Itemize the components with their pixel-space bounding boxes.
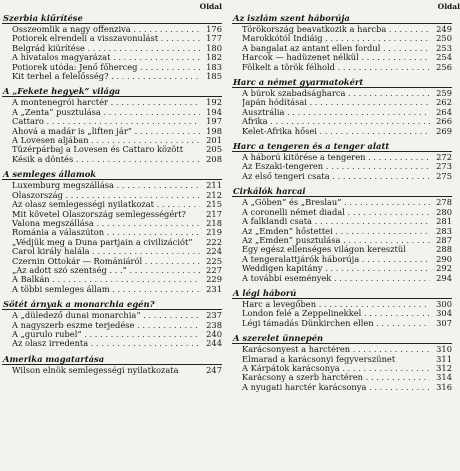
page-column-label: Oldal xyxy=(437,2,460,11)
entry-title: Az olasz irredenta . . . xyxy=(12,339,200,348)
section-list xyxy=(232,13,452,392)
toc-entry xyxy=(2,210,222,219)
entry-title: Az „Emden” hőstettei . . . xyxy=(242,227,430,236)
entry-page-number: 218 xyxy=(206,217,222,228)
section-title: A légi háború xyxy=(232,288,452,299)
entry-page-number: 278 xyxy=(436,197,452,208)
entry-page-number: 259 xyxy=(436,88,452,99)
toc-entry xyxy=(232,127,452,136)
entry-page-number: 249 xyxy=(436,24,452,34)
entry-page-number: 310 xyxy=(436,344,452,355)
toc-entry xyxy=(2,366,222,375)
entry-title: A „Göben” és „Breslau” . . . xyxy=(242,198,430,207)
entry-page-number: 275 xyxy=(436,170,452,181)
entry-page-number: 201 xyxy=(206,135,222,146)
entry-page-number: 208 xyxy=(206,153,222,164)
toc-entry xyxy=(232,236,452,245)
entry-page-number: 244 xyxy=(206,338,222,349)
toc-entry xyxy=(2,257,222,266)
entry-page-number: 287 xyxy=(436,234,452,245)
entry-title: Karácsonyest a harctéren . . . xyxy=(242,345,430,354)
toc-entry xyxy=(232,345,452,354)
toc-column-right xyxy=(232,0,460,392)
toc-entry xyxy=(232,264,452,273)
toc-entry xyxy=(2,63,222,72)
toc-entry xyxy=(232,245,452,254)
toc-entry xyxy=(2,98,222,107)
entry-title: Tüzérpárbaj a Lovesen és Cattaro között xyxy=(12,145,184,155)
entry-title: Törökország beavatkozik a harcba . . . xyxy=(242,25,430,34)
entry-title: Potiorek elrendeli a visszavonulást . . . xyxy=(12,34,200,43)
entry-page-number: 280 xyxy=(436,206,452,217)
entry-title: A búrok szabadságharca . . . xyxy=(242,89,430,98)
entry-page-number: 238 xyxy=(206,319,222,330)
entry-page-number: 264 xyxy=(436,106,452,117)
entry-title: Egy egész ellenséges világon keresztül xyxy=(242,245,406,255)
entry-title: A falklandi csata . . . xyxy=(242,217,430,226)
toc-entry xyxy=(2,72,222,81)
toc-entry xyxy=(232,44,452,53)
entry-title: Marokkótól Indiáig . . . xyxy=(242,34,430,43)
toc-entry xyxy=(2,285,222,294)
toc-entry xyxy=(2,200,222,209)
entry-title: Weddigen kapitány . . . xyxy=(242,264,430,273)
entry-page-number: 225 xyxy=(206,255,222,266)
entry-title: London felé a Zeppelinekkel . . . xyxy=(242,309,430,318)
entry-title: Kelet-Afrika hősei . . . xyxy=(242,127,430,136)
toc-entry xyxy=(232,208,452,217)
section-title: Cirkálók harcai xyxy=(232,186,452,197)
entry-title: Fölkelt a török félhold . . . xyxy=(242,63,430,72)
entry-title: A „düledező dunai monarchia” . . . xyxy=(12,311,200,320)
section-title: Szerbia kiűrítése xyxy=(2,13,222,24)
entry-title: Belgrád kiürítése . . . xyxy=(12,44,200,53)
entry-title: Valona megszállása . . . xyxy=(12,219,200,228)
entry-title: A további események . . . xyxy=(242,274,430,283)
entry-title: Az „Emden” pusztulása . . . xyxy=(242,236,430,245)
entry-title: A háború kitörése a tengeren . . . xyxy=(242,153,430,162)
page-column-label: Oldal xyxy=(199,2,222,11)
entry-title: Kit terhel a felelősség? . . . xyxy=(12,72,200,81)
toc-entry xyxy=(232,274,452,283)
entry-page-number: 311 xyxy=(436,353,452,364)
entry-title: Az Északi-tengeren . . . xyxy=(242,162,430,171)
section-title: Az iszlám szent háborúja xyxy=(232,13,452,24)
toc-entry xyxy=(232,117,452,126)
entry-page-number: 262 xyxy=(436,97,452,108)
entry-page-number: 194 xyxy=(206,106,222,117)
entry-page-number: 316 xyxy=(436,381,452,392)
entry-page-number: 290 xyxy=(436,253,452,264)
entry-page-number: 182 xyxy=(206,52,222,63)
entry-page-number: 283 xyxy=(436,225,452,236)
entry-title: A nagyszerb eszme terjedése . . . xyxy=(12,321,200,330)
section-title: Harc a tengeren és a tenger alatt xyxy=(232,141,452,152)
entry-title: A többi semleges állam . . . xyxy=(12,285,200,294)
entry-page-number: 198 xyxy=(206,125,222,136)
entry-title: Olaszország . . . xyxy=(12,191,200,200)
entry-page-number: 292 xyxy=(436,263,452,274)
entry-title: Afrika . . . xyxy=(242,117,430,126)
entry-title: A tengeralattjárók háborúja . . . xyxy=(242,255,430,264)
entry-title: A nyugati harctér karácsonya . . . xyxy=(242,383,430,392)
entry-title: A hivatalos magyarázat . . . xyxy=(12,53,200,62)
entry-page-number: 266 xyxy=(436,116,452,127)
toc-column-left xyxy=(2,0,222,375)
toc-entry xyxy=(2,34,222,43)
toc-entry xyxy=(232,162,452,171)
entry-page-number: 205 xyxy=(206,144,222,155)
entry-page-number: 314 xyxy=(436,372,452,383)
entry-page-number: 288 xyxy=(436,244,452,255)
entry-page-number: 185 xyxy=(206,71,222,82)
entry-page-number: 212 xyxy=(206,189,222,200)
toc-entry xyxy=(2,44,222,53)
entry-page-number: 192 xyxy=(206,97,222,108)
entry-title: „Az adott szó szentség . . .” . . . xyxy=(12,266,200,275)
section-title: Sötét árnyak a monarchia egén? xyxy=(2,299,222,310)
entry-title: A coronelli német diadal . . . xyxy=(242,208,430,217)
entry-page-number: 215 xyxy=(206,199,222,210)
entry-title: Elmarad a karácsonyi fegyverszünet xyxy=(242,354,396,364)
entry-title: Ausztrália . . . xyxy=(242,108,430,117)
section-title: A szerelet ünnepén xyxy=(232,333,452,344)
entry-page-number: 224 xyxy=(206,246,222,257)
entry-page-number: 253 xyxy=(436,42,452,53)
entry-title: Japán hódításai . . . xyxy=(242,98,430,107)
entry-title: Karácsony a szerb harctéren . . . xyxy=(242,373,430,382)
entry-page-number: 312 xyxy=(436,362,452,373)
entry-title: Cattaro . . . xyxy=(12,117,200,126)
entry-page-number: 281 xyxy=(436,216,452,227)
toc-entry xyxy=(2,181,222,190)
toc-entry xyxy=(2,247,222,256)
entry-title: Ahová a madár is „liften jár” . . . xyxy=(12,127,200,136)
entry-page-number: 237 xyxy=(206,310,222,321)
entry-title: A Lovesen aljában . . . xyxy=(12,136,200,145)
toc-entry xyxy=(232,89,452,98)
entry-page-number: 180 xyxy=(206,42,222,53)
toc-entry xyxy=(2,155,222,164)
entry-page-number: 272 xyxy=(436,152,452,163)
toc-entry xyxy=(232,25,452,34)
entry-page-number: 227 xyxy=(206,264,222,275)
entry-title: Az olasz semlegességi nyilatkozat . . . xyxy=(12,200,200,209)
entry-page-number: 219 xyxy=(206,227,222,238)
entry-page-number: 256 xyxy=(436,61,452,72)
entry-title: A bangalat az antant ellen fordul . . . xyxy=(242,44,430,53)
entry-page-number: 197 xyxy=(206,116,222,127)
toc-entry xyxy=(232,355,452,364)
toc-entry xyxy=(2,228,222,237)
section-title: Amerika magatartása xyxy=(2,354,222,365)
toc-entry xyxy=(232,198,452,207)
entry-page-number: 183 xyxy=(206,61,222,72)
toc-entry xyxy=(232,255,452,264)
toc-entry xyxy=(232,108,452,117)
toc-entry xyxy=(232,98,452,107)
entry-page-number: 269 xyxy=(436,125,452,136)
toc-entry xyxy=(2,311,222,320)
toc-entry xyxy=(2,136,222,145)
entry-page-number: 240 xyxy=(206,328,222,339)
toc-entry xyxy=(2,145,222,154)
entry-title: Luxemburg megszállása . . . xyxy=(12,181,200,190)
column-header xyxy=(2,0,222,13)
entry-page-number: 229 xyxy=(206,274,222,285)
entry-page-number: 273 xyxy=(436,161,452,172)
toc-entry xyxy=(232,34,452,43)
entry-page-number: 247 xyxy=(206,364,222,375)
entry-page-number: 254 xyxy=(436,52,452,63)
entry-page-number: 177 xyxy=(206,33,222,44)
toc-entry xyxy=(2,275,222,284)
entry-page-number: 300 xyxy=(436,298,452,309)
entry-title: Wilson elnök semlegességi nyilatkozata xyxy=(12,365,179,375)
entry-title: Románia a válaszúton . . . xyxy=(12,228,200,237)
section-title: A „Fekete hegyek” világa xyxy=(2,86,222,97)
entry-page-number: 307 xyxy=(436,317,452,328)
entry-page-number: 304 xyxy=(436,308,452,319)
entry-title: Harcok — hadüzenet nélkül . . . xyxy=(242,53,430,62)
entry-page-number: 222 xyxy=(206,236,222,247)
toc-entry xyxy=(232,364,452,373)
section-title: A semleges államok xyxy=(2,169,222,180)
section-list xyxy=(2,13,222,375)
toc-entry xyxy=(2,25,222,34)
entry-title: Az első tengeri csata . . . xyxy=(242,172,430,181)
entry-title: Késik a döntés . . . xyxy=(12,155,200,164)
toc-entry xyxy=(232,300,452,309)
column-header xyxy=(232,0,460,13)
entry-title: Potiorek utóda: Jenő főherceg . . . xyxy=(12,63,200,72)
toc-entry xyxy=(232,319,452,328)
toc-entry xyxy=(232,172,452,181)
toc-entry xyxy=(232,383,452,392)
toc-entry xyxy=(2,191,222,200)
toc-entry xyxy=(2,321,222,330)
entry-title: Carol király halála . . . xyxy=(12,247,200,256)
entry-title: Összeomlik a nagy offenziva . . . xyxy=(12,25,200,34)
entry-page-number: 250 xyxy=(436,33,452,44)
entry-title: Harc a levegőben . . . xyxy=(242,300,430,309)
entry-title: Légi támadás Dünkirchen ellen . . . xyxy=(242,319,430,328)
entry-title: „Védjük meg a Duna partjain a civilizációt” xyxy=(12,237,193,247)
toc-entry xyxy=(2,330,222,339)
entry-title: A Kárpátok karácsonya . . . xyxy=(242,364,430,373)
toc-entry xyxy=(232,227,452,236)
toc-entry xyxy=(232,53,452,62)
entry-page-number: 217 xyxy=(206,208,222,219)
entry-title: A Balkán . . . xyxy=(12,275,200,284)
toc-entry xyxy=(2,53,222,62)
toc-entry xyxy=(2,108,222,117)
section-title: Harc a német gyarmatokért xyxy=(232,77,452,88)
toc-entry xyxy=(232,153,452,162)
entry-page-number: 294 xyxy=(436,272,452,283)
entry-title: A „Zenta” pusztulása . . . xyxy=(12,108,200,117)
entry-title: Czernin Ottokár — Romániáról . . . xyxy=(12,257,200,266)
toc-entry xyxy=(232,373,452,382)
entry-page-number: 231 xyxy=(206,283,222,294)
entry-title: A „gurulo rubel” . . . xyxy=(12,330,200,339)
toc-entry xyxy=(2,238,222,247)
toc-entry xyxy=(2,127,222,136)
entry-page-number: 211 xyxy=(206,180,222,191)
toc-entry xyxy=(232,217,452,226)
toc-entry xyxy=(2,219,222,228)
toc-entry xyxy=(2,339,222,348)
toc-entry xyxy=(2,117,222,126)
toc-entry xyxy=(232,63,452,72)
toc-entry xyxy=(2,266,222,275)
entry-page-number: 176 xyxy=(206,24,222,34)
entry-title: Mit követel Olaszország semlegességért? xyxy=(12,209,187,219)
toc-entry xyxy=(232,309,452,318)
entry-title: A montenegrói harctér . . . xyxy=(12,98,200,107)
